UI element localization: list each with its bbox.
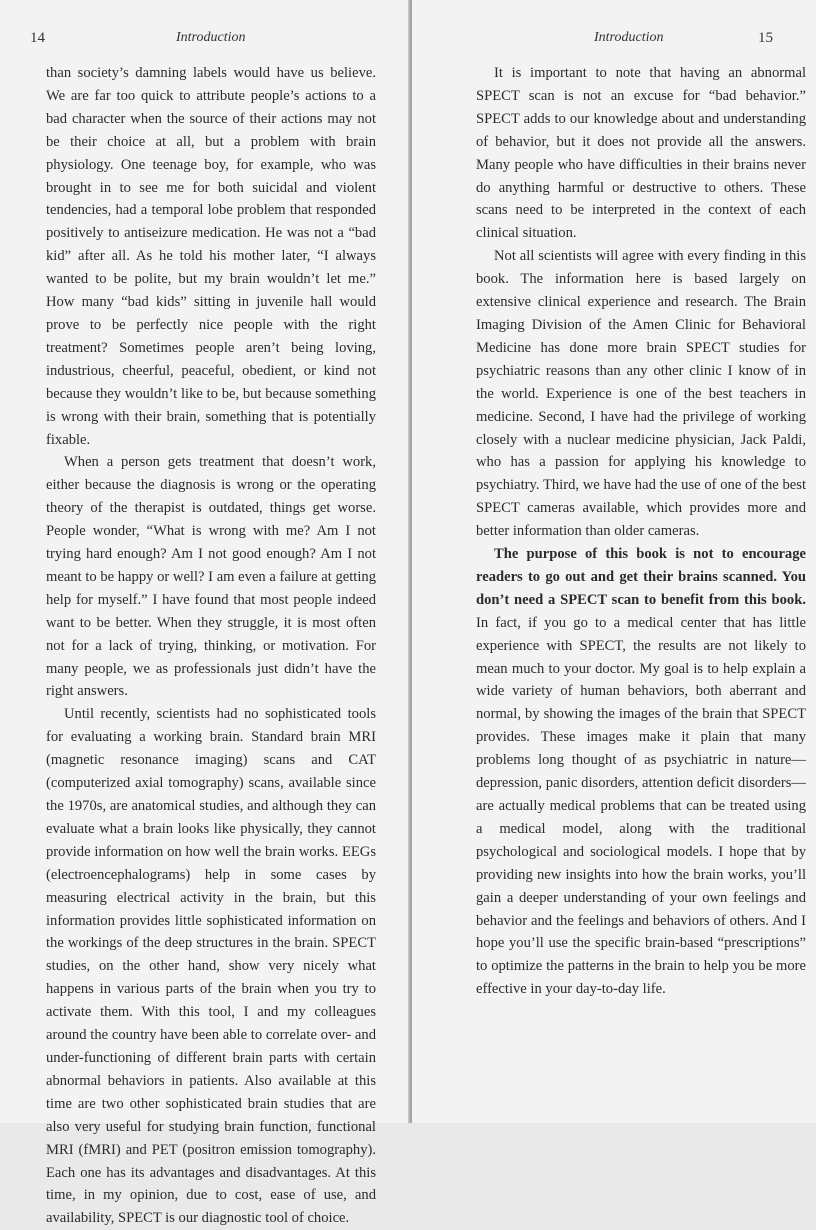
- paragraph: [476, 543, 806, 1001]
- page-number-right: 15: [758, 30, 773, 46]
- paragraph-continuation: In fact, if you go to a medical center that has little experience with SPECT, the results are not likely to mean much to your doctor. My goal is to help explain a wide variety of human behaviors, both aberrant and normal, by showing the images of the brain that SPECT provides. These images make it plain that many problems long thought of as psychiatric in nature—depression, panic disorders, attention deficit disorders—are actually medical problems that can be treated using a medical model, along with the traditional psychological and sociological models. I hope that by providing new insights into how the brain works, you’ll gain a deeper understanding of your own feelings and behavior and the feelings and behaviors of others. And I hope you’ll use the specific brain-based “prescriptions” to optimize the patterns in the brain to help you be more effective in your day-to-day life.: [476, 614, 806, 998]
- page-number-left: 14: [30, 30, 45, 46]
- left-page-body: [46, 62, 376, 1230]
- running-head-left: Introduction: [176, 30, 246, 45]
- right-page-body: [476, 62, 806, 1001]
- paragraph: than society’s damning labels would have us believe. We are far too quick to attribute people’s actions to a bad character when the source of their actions may not be their choice at all, but a problem with brain physiology. One teenage boy, for example, who was brought in to see me for both suicidal and violent tendencies, had a temporal lobe problem that responded positively to antiseizure medication. He was not a “bad kid” after all. As he told his mother later, “I always wanted to be polite, but my brain wouldn’t let me.” How many “bad kids” sitting in juvenile hall would prove to be perfectly nice people with the right treatment? Sometimes people aren’t being loving, industrious, cheerful, peaceful, obedient, or kind not because they wouldn’t like to be, but because something is wrong with their brain, something that is potentially fixable.: [46, 65, 376, 448]
- bold-statement: The purpose of this book is not to encourage readers to go out and get their brains scanned. You don’t need a SPECT scan to benefit from this book.: [476, 546, 806, 608]
- paragraph: Not all scientists will agree with every finding in this book. The information here is based largely on extensive clinical experience and research. The Brain Imaging Division of the Amen Clinic for Behavioral Medicine has done more brain SPECT studies for psychiatric reasons than any other clinic I know of in the world. Experience is one of the best teachers in medicine. Second, I have had the privilege of working closely with a nuclear medicine physician, Jack Paldi, who has a passion for applying his knowledge to psychiatry. Third, we have had the use of one of the best SPECT cameras available, which provides more and better information than older cameras.: [476, 248, 806, 540]
- paragraph: When a person gets treatment that doesn’t work, either because the diagnosis is wrong or the operating theory of the therapist is outdated, things get worse. People wonder, “What is wrong with me? Am I not trying hard enough? Am I not good enough? Am I not meant to be happy or well? I am even a failure at getting help for myself.” I have found that most people indeed want to be better. When they struggle, it is most often not for a lack of trying, thinking, or motivation. For many people, we as professionals just didn’t have the right answers.: [46, 454, 376, 700]
- paragraph: Until recently, scientists had no sophisticated tools for evaluating a working brain. Standard brain MRI (magnetic resonance imaging) scans and CAT (computerized axial tomography) scans, available since the 1970s, are anatomical studies, and although they can evaluate what a brain looks like physically, they cannot provide information on how well the brain works. EEGs (electroencephalograms) help in some cases by measuring electrical activity in the brain, but this information provides little sophisticated information on the workings of the deep structures in the brain. SPECT studies, on the other hand, show very nicely what happens in various parts of the brain when you try to activate them. With this tool, I and my colleagues around the country have been able to correlate over- and under-functioning of different brain parts with certain abnormal behaviors in patients. Also available at this time are two other sophisticated brain studies that are also very useful for studying brain function, functional MRI (fMRI) and PET (positron emission tomography). Each one has its advantages and disadvantages. At this time, in my opinion, due to cost, ease of use, and availability, SPECT is our diagnostic tool of choice.: [46, 706, 376, 1227]
- right-page: [412, 0, 816, 1123]
- paragraph: It is important to note that having an abnormal SPECT scan is not an excuse for “bad behavior.” SPECT adds to our knowledge about and understanding of behavior, but it does not provide all the answers. Many people who have difficulties in their brains never do anything harmful or destructive to others. These scans need to be interpreted in the context of each clinical situation.: [476, 65, 806, 242]
- running-head-right: Introduction: [594, 30, 664, 45]
